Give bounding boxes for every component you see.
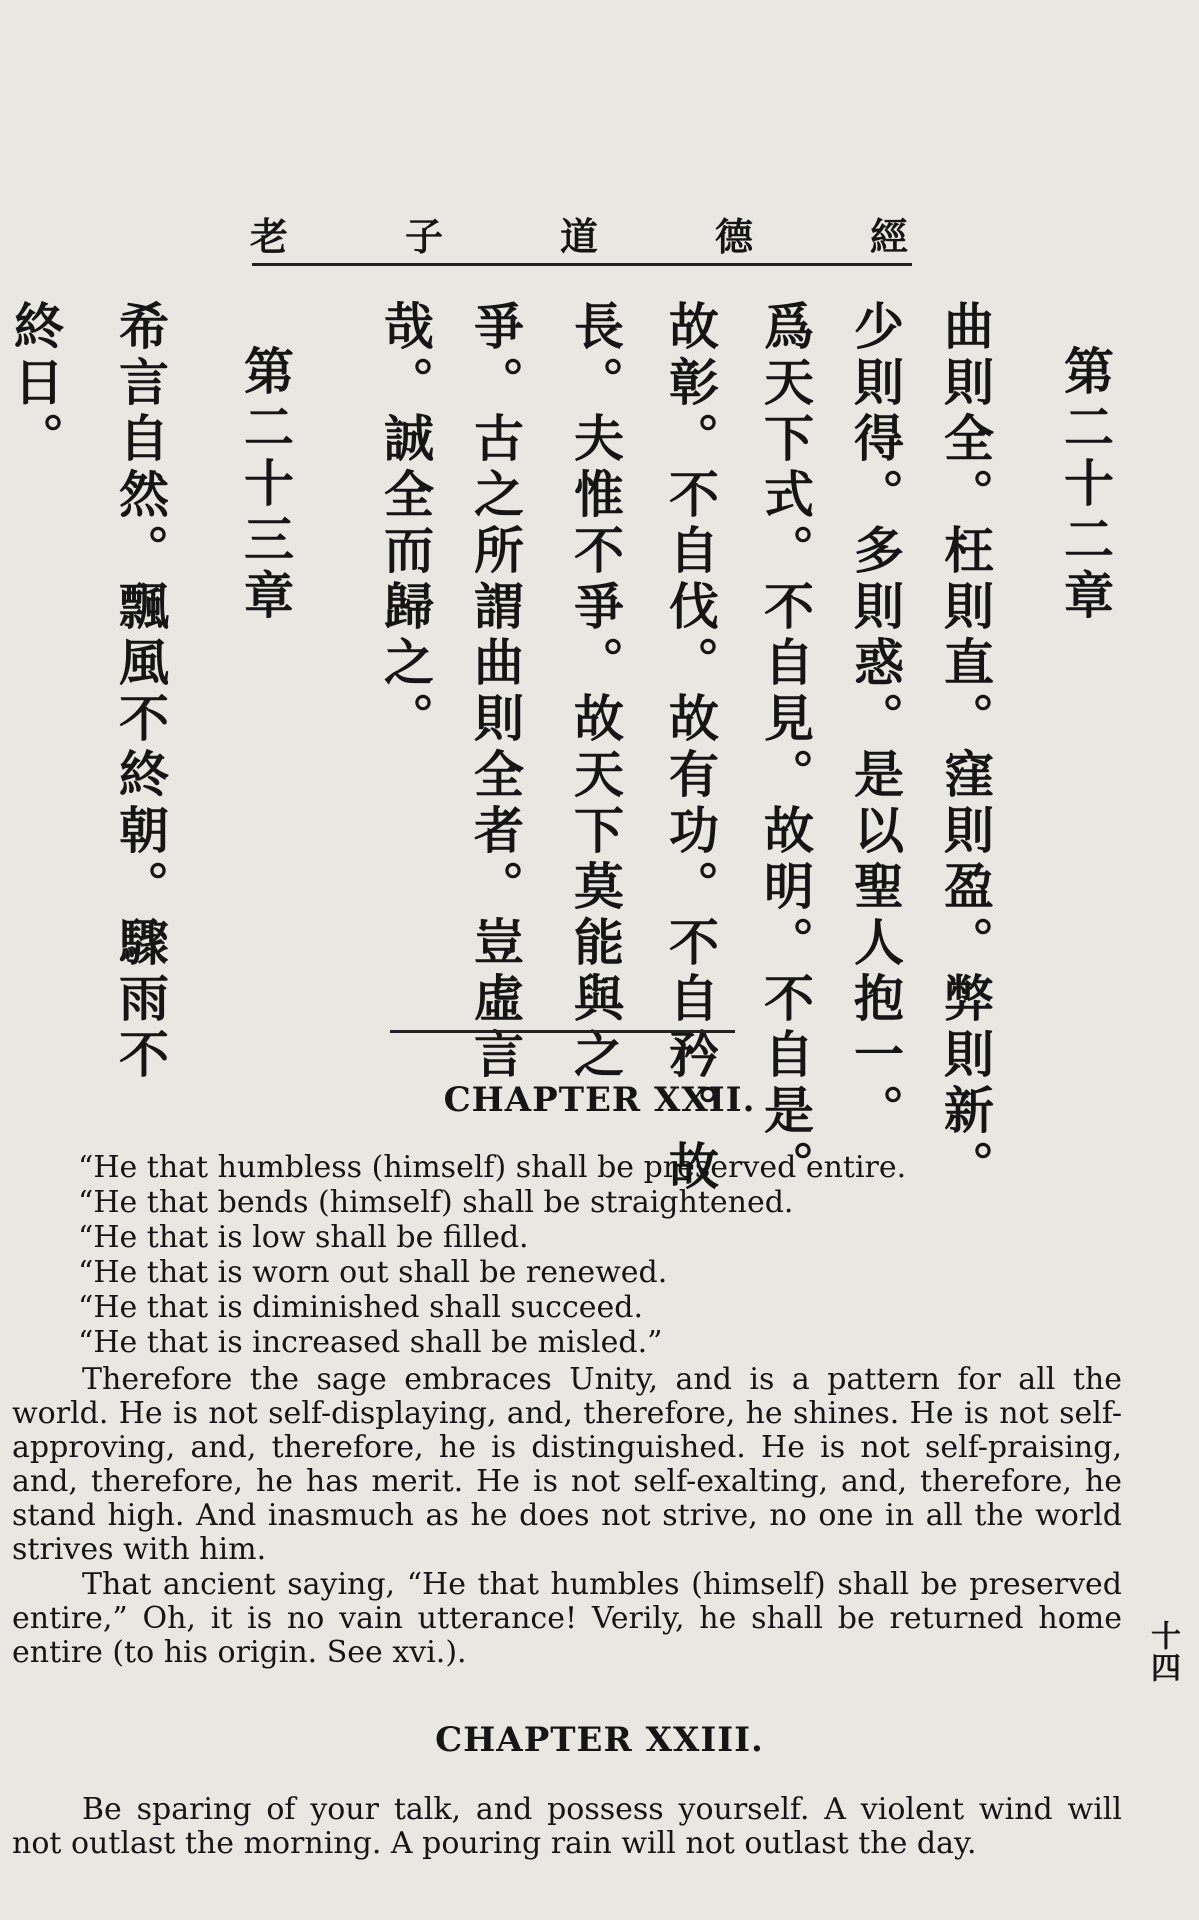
- page-number: 十四: [1145, 1620, 1180, 1684]
- chinese-text-column: 長。夫惟不爭。故天下莫能與之: [566, 300, 624, 1084]
- chinese-text-column: 希言自然。飄風不終朝。驟雨不: [111, 300, 169, 1084]
- chinese-text-column: 哉。誠全而歸之。: [376, 300, 434, 748]
- chapter-22-paragraph: Therefore the sage embraces Unity, and is a pattern for all the world. He is not self-displaying, and, therefore, he shines. He is not self-approving, and, therefore, he is distinguished. He is not self-praising, and, therefore, he has merit. He is not self-exalting, and, therefore, he stand high. And inasmuch as he does not strive, no one in all the world strives with him.: [12, 1362, 1122, 1567]
- chapter-22-title: CHAPTER XXII.: [443, 1080, 756, 1120]
- chinese-text-column: 爲天下式。不自見。故明。不自是。: [756, 300, 814, 1196]
- chinese-text-column: 故彰。不自伐。故有功。不自矜。故: [661, 300, 719, 1196]
- header-char: 老: [250, 213, 291, 259]
- quote-line: “He that humbless (himself) shall be preserved entire.: [78, 1150, 907, 1185]
- chapter-23-paragraph: Be sparing of your talk, and possess yourself. A violent wind will not outlast the morning. A pouring rain will not outlast the day.: [12, 1792, 1122, 1861]
- quote-line: “He that bends (himself) shall be straightened.: [78, 1185, 794, 1220]
- chinese-text-column: 曲則全。枉則直。窪則盈。弊則新。: [936, 300, 994, 1196]
- section-divider: [390, 1030, 735, 1033]
- chinese-text-column: 少則得。多則惑。是以聖人抱一。: [846, 300, 904, 1140]
- chapter-22-quotes: [78, 1150, 1128, 1360]
- header-char: 子: [404, 213, 445, 259]
- header-char: 道: [559, 213, 600, 259]
- header-char: 德: [714, 213, 755, 259]
- header-rule: [252, 263, 912, 266]
- running-header: [250, 208, 910, 258]
- chinese-text-column: 爭。古之所謂曲則全者。豈虛言: [466, 300, 524, 1084]
- quote-line: “He that is increased shall be misled.”: [78, 1325, 663, 1360]
- quote-line: “He that is diminished shall succeed.: [78, 1290, 644, 1325]
- chinese-chapter-heading: 第二十二章: [1056, 345, 1114, 625]
- chinese-chapter-heading: 第二十三章: [236, 345, 294, 625]
- quote-line: “He that is worn out shall be renewed.: [78, 1255, 668, 1290]
- chapter-22-paragraph: That ancient saying, “He that humbles (himself) shall be preserved entire,” Oh, it is no vain utterance! Verily, he shall be returned home entire (to his origin. See xvi.).: [12, 1567, 1122, 1670]
- chapter-23-title: CHAPTER XXIII.: [435, 1720, 764, 1760]
- header-char: 經: [869, 213, 910, 259]
- quote-line: “He that is low shall be filled.: [78, 1220, 529, 1255]
- chinese-text-column: 終日。: [6, 300, 64, 468]
